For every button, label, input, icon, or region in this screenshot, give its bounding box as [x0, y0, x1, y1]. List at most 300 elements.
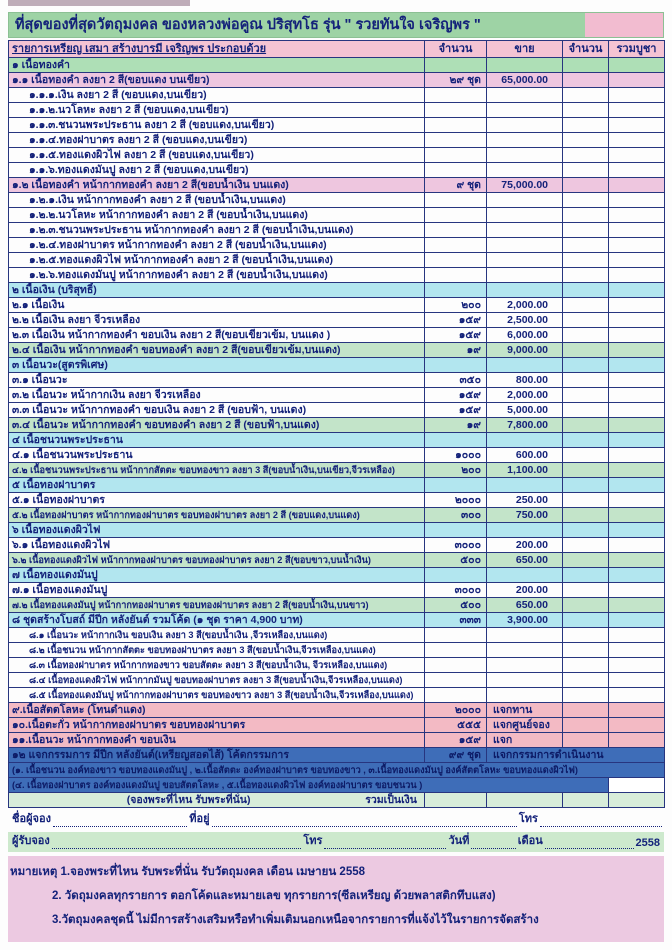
order-qty-cell — [425, 88, 487, 103]
order-total-cell — [609, 628, 665, 643]
item-qty: ๑๙ — [425, 418, 487, 433]
col-header-order-qty: จำนวน — [563, 41, 609, 58]
section-label: ๒ เนื้อเงิน (บริสุทธิ์) — [9, 283, 425, 298]
price-cell — [487, 658, 563, 673]
sub-item-label: ๑.๑.๖.ทองแดงมันปู ลงยา 2 สี (ขอบแดง,บนเขียว) — [9, 163, 425, 178]
order-qty-cell — [425, 238, 487, 253]
title-pink-block — [585, 13, 663, 37]
sub-item-label: ๘.๑ เนื้อนวะ หน้ากากเงิน ขอบเงิน ลงยา 3 สี(ขอบน้ำเงิน ,จีวรเหลือง,บนแดง) — [9, 628, 425, 643]
sub-item-label: ๑.๒.๓.ชนวนพระประธาน หน้ากากทองคำ ลงยา 2 สี (ขอบน้ำเงิน,บนแดง) — [9, 223, 425, 238]
table-row — [9, 778, 665, 793]
price-cell — [487, 673, 563, 688]
price-cell — [487, 478, 563, 493]
item-price: 2,500.00 — [487, 313, 563, 328]
order-total-cell — [609, 313, 665, 328]
order-total-cell — [609, 718, 665, 733]
receiver-field — [52, 837, 302, 849]
order-total-cell — [609, 298, 665, 313]
item-qty: ๓๐๐ — [425, 508, 487, 523]
order-qty2-cell — [563, 298, 609, 313]
sub-item-label: ๑.๑.๒.นวโลหะ ลงยา 2 สี (ขอบแดง,บนเขียว) — [9, 103, 425, 118]
section-label: ๖ เนื้อทองแดงผิวไฟ — [9, 523, 425, 538]
order-qty-cell — [425, 568, 487, 583]
price-cell — [487, 148, 563, 163]
price-cell — [487, 133, 563, 148]
order-total-cell — [609, 478, 665, 493]
table-row — [9, 463, 665, 478]
total-row-label-cell — [9, 793, 425, 808]
order-qty-cell — [425, 268, 487, 283]
table-row — [9, 403, 665, 418]
order-total-cell — [609, 223, 665, 238]
order-total-cell — [609, 73, 665, 88]
item-price: แจกกรรมการดำเนินงาน — [487, 748, 665, 763]
order-total-cell — [609, 613, 665, 628]
item-label: ๔.๒ เนื้อชนวนพระประธาน หน้ากากสัตตะ ขอบทองขาว ลงยา 3 สี(ขอบน้ำเงิน,บนเขียว,จีวรเหลือง) — [9, 463, 425, 478]
order-total-cell — [609, 178, 665, 193]
item-qty: ๑๙ — [425, 343, 487, 358]
order-qty2-cell — [563, 688, 609, 703]
order-qty-cell — [425, 253, 487, 268]
item-price: 650.00 — [487, 553, 563, 568]
order-qty2-cell — [563, 238, 609, 253]
receiver-label: ผู้รับจอง — [12, 835, 50, 847]
table-row — [9, 238, 665, 253]
year-text: 2558 — [635, 837, 661, 849]
order-qty-cell — [425, 688, 487, 703]
order-qty2-cell — [563, 253, 609, 268]
item-qty: ๙๙ ชุด — [425, 748, 487, 763]
table-row — [9, 148, 665, 163]
price-cell — [487, 253, 563, 268]
item-label: ๙.เนื้อสัตตโลหะ (โทนดำแดง) — [9, 703, 425, 718]
order-total-cell — [609, 433, 665, 448]
order-qty2-cell — [563, 583, 609, 598]
order-qty-cell — [425, 673, 487, 688]
order-qty2-cell — [563, 553, 609, 568]
order-qty2-cell — [563, 148, 609, 163]
order-total-cell — [609, 133, 665, 148]
address-field — [212, 815, 517, 827]
item-qty: ๒๐๐ — [425, 298, 487, 313]
item-qty: ๕๕๕ — [425, 718, 487, 733]
order-total-cell — [609, 448, 665, 463]
table-row — [9, 73, 665, 88]
col-header-qty: จำนวน — [425, 41, 487, 58]
sub-item-label: ๑.๒.๔.ทองฝาบาตร หน้ากากทองคำ ลงยา 2 สี (ขอบน้ำเงิน,บนแดง) — [9, 238, 425, 253]
order-total-cell — [609, 538, 665, 553]
price-cell — [487, 433, 563, 448]
item-label: ๕.๑ เนื้อทองฝาบาตร — [9, 493, 425, 508]
table-row — [9, 313, 665, 328]
order-qty2-cell — [563, 103, 609, 118]
item-price: 7,800.00 — [487, 418, 563, 433]
col-header-price: ขาย — [487, 41, 563, 58]
order-qty2-cell — [563, 793, 609, 808]
order-qty2-cell — [563, 193, 609, 208]
table-row — [9, 163, 665, 178]
order-total-cell — [609, 58, 665, 73]
order-qty2-cell — [563, 358, 609, 373]
price-cell — [487, 523, 563, 538]
order-qty2-cell — [563, 598, 609, 613]
table-row — [9, 613, 665, 628]
item-label: ๖.๑ เนื้อทองแดงผิวไฟ — [9, 538, 425, 553]
price-cell — [487, 283, 563, 298]
table-row — [9, 523, 665, 538]
order-total-cell — [609, 568, 665, 583]
price-cell — [487, 268, 563, 283]
order-qty-cell — [425, 478, 487, 493]
order-total-cell — [609, 283, 665, 298]
order-qty-cell — [425, 103, 487, 118]
table-row — [9, 343, 665, 358]
sub-item-label: ๑.๒.๒.นวโลหะ หน้ากากทองคำ ลงยา 2 สี (ขอบน้ำเงิน,บนแดง) — [9, 208, 425, 223]
price-cell — [487, 358, 563, 373]
order-total-cell — [609, 508, 665, 523]
order-total-cell — [609, 493, 665, 508]
sub-item-label: ๘.๔ เนื้อทองแดงผิวไฟ หน้ากากมันปู ขอบทองฝาบาตร ลงยา 3 สี(ขอบน้ำเงิน,จีวรเหลือง,บนแดง) — [9, 673, 425, 688]
table-row — [9, 253, 665, 268]
order-qty-cell — [425, 223, 487, 238]
order-qty2-cell — [563, 418, 609, 433]
order-qty-cell — [425, 148, 487, 163]
order-qty-cell — [425, 643, 487, 658]
table-row — [9, 418, 665, 433]
order-qty2-cell — [563, 313, 609, 328]
note-2: 2. วัดถุมงคลทุกรายการ ตอกโค้ดและหมายเลข ทุกรายการ(ซีลเหรียญ ด้วยพลาสติกทึบแสง) — [52, 890, 496, 902]
price-cell — [487, 103, 563, 118]
order-total-cell — [609, 703, 665, 718]
page-title: ที่สุดของที่สุดวัตถุมงคล ของหลวงพ่อคูณ ปริสุทโธ รุ่น " รวยทันใจ เจริญพร " — [15, 17, 481, 33]
item-label: ๑๒ แจกกรรมการ มีปีก หลังยันต์(เหรียญสอดไส้) โค้ดกรรมการ — [9, 748, 425, 763]
table-row — [9, 358, 665, 373]
table-row — [9, 178, 665, 193]
item-qty: ๓๐๐๐ — [425, 538, 487, 553]
phone-label: โทร — [518, 813, 538, 825]
order-qty2-cell — [563, 118, 609, 133]
order-qty2-cell — [563, 718, 609, 733]
booker-line — [8, 810, 664, 830]
section-label: ๔ เนื้อชนวนพระประธาน — [9, 433, 425, 448]
item-price: 6,000.00 — [487, 328, 563, 343]
table-row — [9, 748, 665, 763]
sub-item-label: ๑.๒.๖.ทองแดงมันปู หน้ากากทองคำ ลงยา 2 สี (ขอบน้ำเงิน,บนแดง) — [9, 268, 425, 283]
item-qty: ๕๐๐ — [425, 598, 487, 613]
order-total-cell — [609, 673, 665, 688]
item-label: ๓.๑ เนื้อนวะ — [9, 373, 425, 388]
item-qty: ๑๕๙ — [425, 733, 487, 748]
order-qty2-cell — [563, 568, 609, 583]
order-qty2-cell — [563, 508, 609, 523]
sub-item-label: ๘.๒ เนื้อชนวน หน้ากากสัตตะ ขอบทองฝาบาตร ลงยา 3 สี(ขอบน้ำเงิน,จีวรเหลือง,บนแดง) — [9, 643, 425, 658]
order-total-cell — [609, 328, 665, 343]
table-row — [9, 673, 665, 688]
table-row — [9, 388, 665, 403]
price-cell — [487, 643, 563, 658]
order-qty2-cell — [563, 373, 609, 388]
order-qty2-cell — [563, 643, 609, 658]
order-qty2-cell — [563, 388, 609, 403]
col-header-items: รายการเหรียญ เสมา สร้างบารมี เจริญพร ประกอบด้วย — [9, 41, 425, 58]
date-field — [471, 837, 515, 849]
table-row — [9, 733, 665, 748]
order-qty-cell — [425, 208, 487, 223]
item-label: ๒.๒ เนื้อเงิน ลงยา จีวรเหลือง — [9, 313, 425, 328]
price-cell — [487, 628, 563, 643]
booker-name-label: ชื่อผู้จอง — [12, 813, 51, 825]
table-row — [9, 598, 665, 613]
order-total-cell — [609, 103, 665, 118]
date-label: วันที่ — [448, 835, 470, 847]
price-cell — [487, 223, 563, 238]
booker-name-field — [53, 815, 187, 827]
order-qty2-cell — [563, 658, 609, 673]
item-qty: ๕๐๐ — [425, 553, 487, 568]
order-qty2-cell — [563, 58, 609, 73]
table-row — [9, 688, 665, 703]
table-row — [9, 103, 665, 118]
order-qty2-cell — [563, 88, 609, 103]
note-row-label: (๔. เนื้อทองฝาบาตร องค์ทองแดงมันปู ขอบสัตตโลหะ , ๕.เนื้อทองแดงผิวไฟ องค์ทองฝาบาตร ขอบชนวน ) — [9, 778, 609, 793]
order-total-cell — [609, 778, 665, 793]
item-label: ๑๑.เนื้อนวะ หน้ากากทองคำ ขอบเงิน — [9, 733, 425, 748]
order-total-cell — [609, 343, 665, 358]
order-qty2-cell — [563, 223, 609, 238]
order-total-cell — [609, 583, 665, 598]
order-qty-cell — [425, 658, 487, 673]
item-label: ๕.๒ เนื้อทองฝาบาตร หน้ากากทองฝาบาตร ขอบทองฝาบาตร ลงยา 2 สี (ขอบแดง,บนแดง) — [9, 508, 425, 523]
item-price: 200.00 — [487, 583, 563, 598]
price-cell — [487, 568, 563, 583]
note-1: หมายเหตุ 1.จองพระที่ไหน รับพระที่นั่น รับวัตถุมงคล เดือน เมษายน 2558 — [10, 866, 366, 878]
col-header-total: รวมบูชา — [609, 41, 665, 58]
order-total-cell — [609, 253, 665, 268]
order-total-cell — [609, 793, 665, 808]
order-qty-cell — [425, 628, 487, 643]
item-qty: ๒๐๐ — [425, 463, 487, 478]
order-total-cell — [609, 193, 665, 208]
item-qty: ๒๙ ชุด — [425, 73, 487, 88]
item-label: ๑.๑ เนื้อทองคำ ลงยา 2 สี(ขอบแดง บนเขียว) — [9, 73, 425, 88]
order-qty2-cell — [563, 448, 609, 463]
order-qty2-cell — [563, 268, 609, 283]
price-cell — [487, 193, 563, 208]
table-row — [9, 493, 665, 508]
order-total-cell — [609, 88, 665, 103]
item-label: ๑.๒ เนื้อทองคำ หน้ากากทองคำ ลงยา 2 สี(ขอบน้ำเงิน บนแดง) — [9, 178, 425, 193]
scan-edge-strip — [8, 0, 190, 6]
table-row — [9, 133, 665, 148]
address-label: ที่อยู่ — [189, 813, 210, 825]
item-label: ๘ ชุดสร้างโบสถ์ มีปีก หลังยันต์ รวมโค้ด (๑ ชุด ราคา 4,900 บาท) — [9, 613, 425, 628]
table-row — [9, 643, 665, 658]
table-row — [9, 283, 665, 298]
order-qty2-cell — [563, 493, 609, 508]
table-row — [9, 538, 665, 553]
item-qty: ๒๐๐๐ — [425, 493, 487, 508]
order-qty2-cell — [563, 73, 609, 88]
sub-item-label: ๑.๑.๓.ชนวนพระประธาน ลงยา 2 สี (ขอบแดง,บนเขียว) — [9, 118, 425, 133]
sub-item-label: ๑.๑.๑.เงิน ลงยา 2 สี (ขอบแดง,บนเขียว) — [9, 88, 425, 103]
order-total-cell — [609, 118, 665, 133]
item-qty: ๑๕๙ — [425, 403, 487, 418]
item-price: 65,000.00 — [487, 73, 563, 88]
item-qty: ๑๕๙ — [425, 328, 487, 343]
item-label: ๓.๔ เนื้อนวะ หน้ากากทองคำ ขอบทองคำ ลงยา 2 สี (ขอบฟ้า,บนแดง) — [9, 418, 425, 433]
order-qty-cell — [425, 523, 487, 538]
table-row — [9, 658, 665, 673]
phone2-label: โทร — [303, 835, 323, 847]
table-row — [9, 223, 665, 238]
order-qty2-cell — [563, 343, 609, 358]
price-cell — [487, 688, 563, 703]
sub-item-label: ๑.๑.๕.ทองแดงผิวไฟ ลงยา 2 สี (ขอบแดง,บนเขียว) — [9, 148, 425, 163]
month-field — [545, 837, 634, 849]
month-label: เดือน — [517, 835, 543, 847]
item-price: 200.00 — [487, 538, 563, 553]
table-row — [9, 298, 665, 313]
item-qty: ๙ ชุด — [425, 178, 487, 193]
order-qty-cell — [425, 433, 487, 448]
order-total-cell — [609, 238, 665, 253]
item-qty: ๑๕๙ — [425, 313, 487, 328]
table-row — [9, 268, 665, 283]
item-qty: ๓๓๓ — [425, 613, 487, 628]
table-row — [9, 508, 665, 523]
table-row — [9, 583, 665, 598]
order-total-cell — [609, 658, 665, 673]
item-price: 750.00 — [487, 508, 563, 523]
order-total-cell — [609, 208, 665, 223]
item-label: ๓.๓ เนื้อนวะ หน้ากากทองคำ ขอบเงิน ลงยา 2 สี (ขอบฟ้า, บนแดง) — [9, 403, 425, 418]
price-cell — [487, 793, 563, 808]
price-cell — [487, 238, 563, 253]
table-header-row — [9, 41, 665, 58]
section-label: ๗ เนื้อทองแดงมันปู — [9, 568, 425, 583]
receiver-line — [8, 832, 664, 852]
order-qty2-cell — [563, 733, 609, 748]
order-qty-cell — [425, 163, 487, 178]
note-row-label: (๑. เนื้อชนวน องค์ทองขาว ขอบทองแดงมันปู , ๒.เนื้อสัตตะ องค์ทองฝาบาตร ขอบทองขาว , ๓.เนื้อทองแดงมันปู องค์สัตตโลหะ ขอบทองแดงผิวไฟ) — [9, 763, 665, 778]
order-qty-cell — [425, 58, 487, 73]
item-label: ๑๐.เนื้อตะกั่ว หน้ากากทองฝาบาตร ขอบทองฝาบาตร — [9, 718, 425, 733]
pickup-note: (จองพระที่ไหน รับพระที่นั่น) — [126, 793, 251, 806]
order-qty2-cell — [563, 403, 609, 418]
order-qty2-cell — [563, 328, 609, 343]
price-cell — [487, 58, 563, 73]
total-amount-label: รวมเป็นเงิน — [365, 793, 417, 806]
item-qty: ๑๐๐๐ — [425, 448, 487, 463]
order-qty-cell — [425, 193, 487, 208]
order-total-cell — [609, 148, 665, 163]
item-price: 9,000.00 — [487, 343, 563, 358]
item-label: ๗.๒ เนื้อทองแดงมันปู หน้ากากทองฝาบาตร ขอบทองฝาบาตร ลงยา 2 สี(ขอบน้ำเงิน,บนขาว) — [9, 598, 425, 613]
item-qty: ๒๐๐๐ — [425, 703, 487, 718]
price-cell — [487, 118, 563, 133]
order-qty2-cell — [563, 283, 609, 298]
order-total-cell — [609, 733, 665, 748]
table-row — [9, 793, 665, 808]
order-total-cell — [609, 643, 665, 658]
table-row — [9, 553, 665, 568]
order-qty2-cell — [563, 433, 609, 448]
order-qty2-cell — [563, 628, 609, 643]
order-total-cell — [609, 418, 665, 433]
order-qty2-cell — [563, 613, 609, 628]
order-qty2-cell — [563, 208, 609, 223]
order-total-cell — [609, 373, 665, 388]
order-qty-cell — [425, 358, 487, 373]
item-price: แจก — [487, 733, 563, 748]
phone-field — [540, 815, 662, 827]
table-row — [9, 448, 665, 463]
section-label: ๓ เนื้อนวะ(สูตรพิเศษ) — [9, 358, 425, 373]
sub-item-label: ๑.๒.๕.ทองแดงผิวไฟ หน้ากากทองคำ ลงยา 2 สี (ขอบน้ำเงิน,บนแดง) — [9, 253, 425, 268]
title-bar — [8, 12, 664, 38]
item-qty: ๓๕๐ — [425, 373, 487, 388]
phone2-field — [324, 837, 446, 849]
item-qty: ๓๐๐๐ — [425, 583, 487, 598]
item-label: ๒.๔ เนื้อเงิน หน้ากากทองคำ ขอบทองคำ ลงยา 2 สี(ขอบเขียวเข้ม,บนแดง) — [9, 343, 425, 358]
item-label: ๒.๑ เนื้อเงิน — [9, 298, 425, 313]
order-total-cell — [609, 403, 665, 418]
item-qty: ๑๕๙ — [425, 388, 487, 403]
notes-block — [8, 856, 664, 942]
table-row — [9, 208, 665, 223]
item-price: 75,000.00 — [487, 178, 563, 193]
table-row — [9, 373, 665, 388]
table-row — [9, 88, 665, 103]
item-label: ๗.๑ เนื้อทองแดงมันปู — [9, 583, 425, 598]
order-qty-cell — [425, 283, 487, 298]
table-row — [9, 568, 665, 583]
order-qty2-cell — [563, 463, 609, 478]
item-price: 5,000.00 — [487, 403, 563, 418]
order-total-cell — [609, 163, 665, 178]
table-row — [9, 718, 665, 733]
order-qty-cell — [425, 133, 487, 148]
item-price: 650.00 — [487, 598, 563, 613]
order-qty2-cell — [563, 163, 609, 178]
order-total-cell — [609, 688, 665, 703]
order-qty2-cell — [563, 703, 609, 718]
item-price: 250.00 — [487, 493, 563, 508]
sub-item-label: ๘.๕ เนื้อทองแดงมันปู หน้ากากทองฝาบาตร ขอบทองขาว ลงยา 3 สี(ขอบน้ำเงิน,จีวรเหลือง,บนแดง) — [9, 688, 425, 703]
section-label: ๕ เนื้อทองฝาบาตร — [9, 478, 425, 493]
order-qty2-cell — [563, 133, 609, 148]
order-qty2-cell — [563, 523, 609, 538]
item-price: 1,100.00 — [487, 463, 563, 478]
sub-item-label: ๑.๑.๔.ทองฝาบาตร ลงยา 2 สี (ขอบแดง,บนเขียว) — [9, 133, 425, 148]
order-total-cell — [609, 388, 665, 403]
order-qty-cell — [425, 118, 487, 133]
sub-item-label: ๘.๓ เนื้อทองฝาบาตร หน้ากากทองขาว ขอบสัตตะ ลงยา 3 สี(ขอบน้ำเงิน, จีวรเหลือง,บนแดง) — [9, 658, 425, 673]
item-price: 3,900.00 — [487, 613, 563, 628]
price-cell — [487, 88, 563, 103]
table-row — [9, 763, 665, 778]
table-row — [9, 328, 665, 343]
price-cell — [487, 208, 563, 223]
table-row — [9, 58, 665, 73]
item-label: ๔.๑ เนื้อชนวนพระประธาน — [9, 448, 425, 463]
price-cell — [487, 163, 563, 178]
table-row — [9, 478, 665, 493]
item-price: แจกศูนย์จอง — [487, 718, 563, 733]
order-qty-cell — [425, 793, 487, 808]
order-total-cell — [609, 463, 665, 478]
item-label: ๖.๒ เนื้อทองแดงผิวไฟ หน้ากากทองฝาบาตร ขอบทองฝาบาตร ลงยา 2 สี(ขอบขาว,บนน้ำเงิน) — [9, 553, 425, 568]
